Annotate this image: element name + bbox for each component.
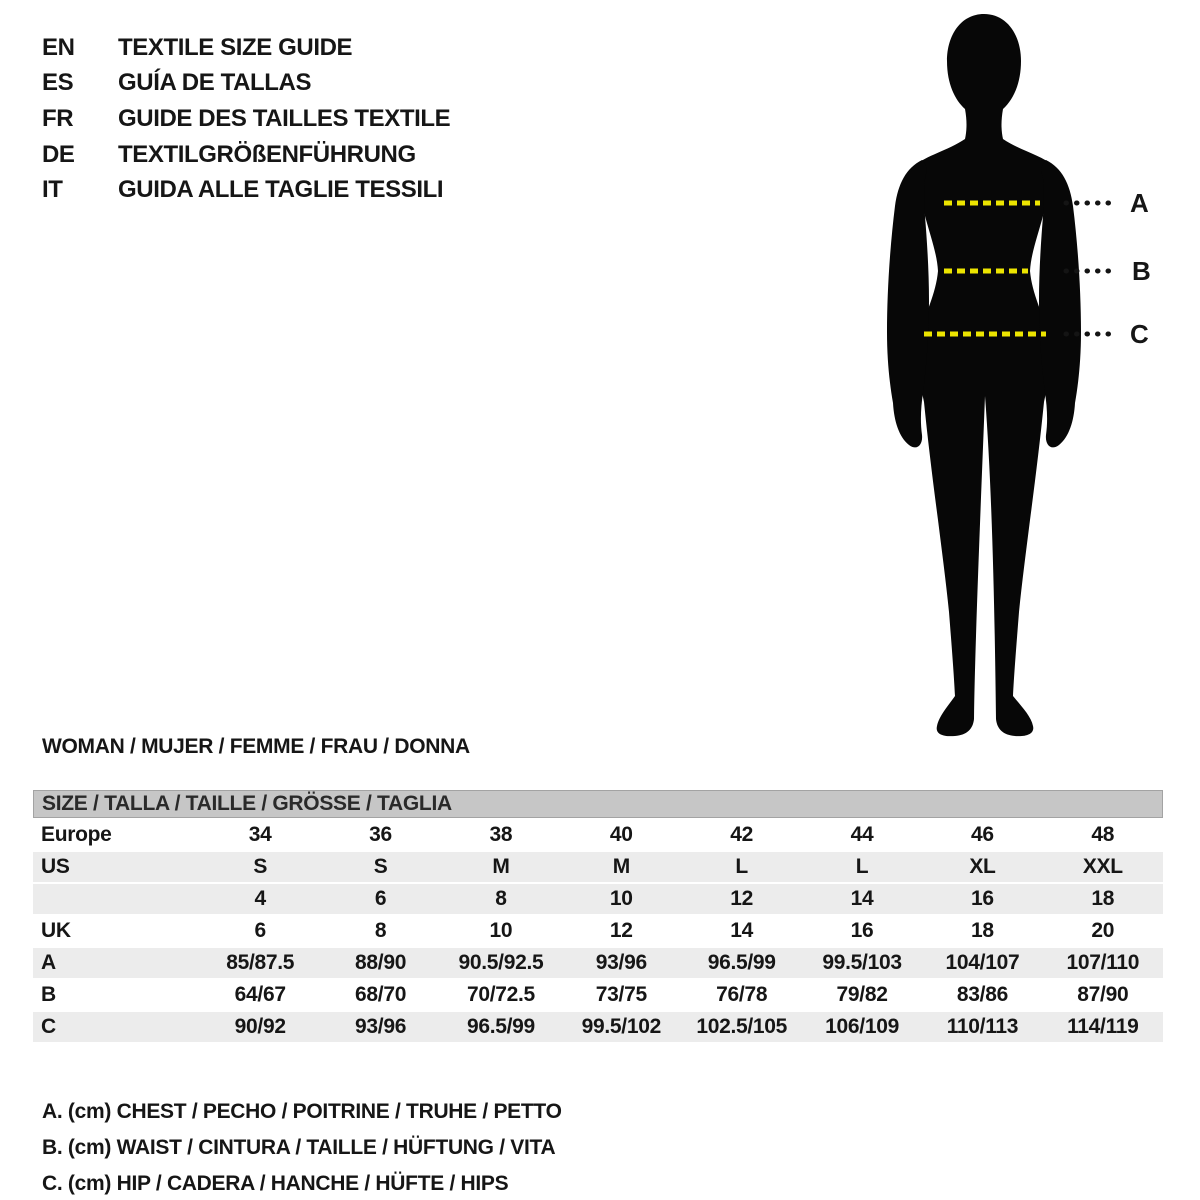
size-cell: 79/82 <box>836 983 888 1006</box>
size-cell: 76/78 <box>716 983 768 1006</box>
size-cell: 48 <box>1091 823 1115 846</box>
size-table-row <box>33 820 1163 850</box>
size-table-header: SIZE / TALLA / TAILLE / GRÖSSE / TAGLIA <box>33 790 1163 818</box>
size-cell: 40 <box>609 823 633 846</box>
size-cell: 20 <box>1091 919 1115 942</box>
size-cell: L <box>855 855 869 878</box>
row-label: B <box>41 983 56 1006</box>
silhouette-left-arm <box>887 160 929 447</box>
size-cell: 36 <box>369 823 392 846</box>
language-code: FR <box>42 104 74 132</box>
silhouette-body <box>914 14 1054 736</box>
size-cell: S <box>373 855 388 878</box>
size-cell: M <box>612 855 630 878</box>
language-code: EN <box>42 33 75 61</box>
marker-label-c: C <box>1130 319 1149 349</box>
size-cell: 87/90 <box>1077 983 1129 1006</box>
legend <box>42 1094 562 1200</box>
size-cell: 4 <box>254 887 266 910</box>
size-cell: 6 <box>374 887 387 910</box>
language-code: ES <box>42 69 74 97</box>
language-title: TEXTILE SIZE GUIDE <box>118 33 353 61</box>
size-cell: 90.5/92.5 <box>458 951 544 974</box>
size-cell: 64/67 <box>234 983 286 1006</box>
row-label: UK <box>41 919 71 942</box>
size-cell: 14 <box>850 887 874 910</box>
size-cell: 16 <box>850 919 874 942</box>
size-cell: 6 <box>254 919 266 942</box>
marker-label-a: A <box>1130 188 1149 218</box>
size-cell: 90/92 <box>234 1015 286 1038</box>
size-cell: 110/113 <box>946 1015 1019 1038</box>
language-title: GUIDE DES TAILLES TEXTILE <box>118 104 451 132</box>
size-cell: 70/72.5 <box>466 983 535 1006</box>
language-row <box>42 30 450 66</box>
size-cell: 104/107 <box>945 951 1020 974</box>
size-cell: L <box>735 855 748 878</box>
language-title: GUÍA DE TALLAS <box>118 69 312 97</box>
size-cell: 99.5/103 <box>822 951 902 974</box>
size-cell: XXL <box>1082 855 1123 878</box>
language-row <box>42 101 450 137</box>
size-cell: 85/87.5 <box>226 951 295 974</box>
language-code: DE <box>42 140 75 168</box>
marker-label-b: B <box>1132 256 1151 286</box>
language-title: TEXTILGRÖßENFÜHRUNG <box>118 140 416 168</box>
language-row <box>42 172 450 208</box>
size-cell: 18 <box>1091 887 1115 910</box>
size-cell: 10 <box>609 887 633 910</box>
size-table-rows <box>33 820 1163 1042</box>
size-table-row <box>33 1012 1163 1042</box>
size-cell: 107/110 <box>1066 951 1140 974</box>
size-cell: 14 <box>730 919 754 942</box>
size-cell: 73/75 <box>595 983 647 1006</box>
size-cell: 46 <box>971 823 994 846</box>
size-cell: 102.5/105 <box>696 1015 788 1038</box>
size-cell: 12 <box>730 887 754 910</box>
size-cell: 99.5/102 <box>581 1015 661 1038</box>
size-table-row <box>33 948 1163 978</box>
language-code: IT <box>42 176 63 204</box>
legend-line: B. (cm) WAIST / CINTURA / TAILLE / HÜFTUNG / VITA <box>42 1136 556 1159</box>
language-row <box>42 137 450 173</box>
size-cell: 34 <box>248 823 272 846</box>
size-cell: 93/96 <box>595 951 647 974</box>
section-title: WOMAN / MUJER / FEMME / FRAU / DONNA <box>42 735 470 758</box>
size-cell: 93/96 <box>355 1015 407 1038</box>
size-cell: 44 <box>850 823 874 846</box>
legend-line: C. (cm) HIP / CADERA / HANCHE / HÜFTE / HIPS <box>42 1172 509 1195</box>
size-cell: 8 <box>374 919 387 942</box>
language-title: GUIDA ALLE TAGLIE TESSILI <box>118 176 444 204</box>
row-label: A <box>41 951 56 974</box>
size-cell: 42 <box>730 823 754 846</box>
row-label: US <box>41 855 70 878</box>
size-table-row <box>33 980 1163 1010</box>
row-label: Europe <box>41 823 112 846</box>
language-list <box>42 30 450 208</box>
size-table-row <box>33 884 1163 914</box>
size-cell: S <box>253 855 268 878</box>
size-cell: 8 <box>495 887 507 910</box>
size-table-row <box>33 852 1163 882</box>
size-cell: M <box>492 855 510 878</box>
legend-line: A. (cm) CHEST / PECHO / POITRINE / TRUHE / PETTO <box>42 1100 562 1123</box>
size-cell: 38 <box>489 823 513 846</box>
size-table <box>33 790 1163 1042</box>
size-cell: 88/90 <box>355 951 407 974</box>
size-cell: 114/119 <box>1067 1015 1139 1038</box>
woman-silhouette <box>880 0 1200 745</box>
size-cell: 68/70 <box>355 983 407 1006</box>
row-label: C <box>41 1015 56 1038</box>
size-cell: 106/109 <box>825 1015 899 1038</box>
language-row <box>42 66 450 102</box>
size-cell: 96.5/99 <box>707 951 776 974</box>
size-cell: 10 <box>489 919 513 942</box>
size-table-row <box>33 916 1163 946</box>
size-cell: 12 <box>609 919 633 942</box>
size-cell: 18 <box>971 919 994 942</box>
size-cell: 83/86 <box>956 983 1008 1006</box>
size-cell: XL <box>969 855 996 878</box>
size-cell: 96.5/99 <box>466 1015 535 1038</box>
size-cell: 16 <box>971 887 994 910</box>
